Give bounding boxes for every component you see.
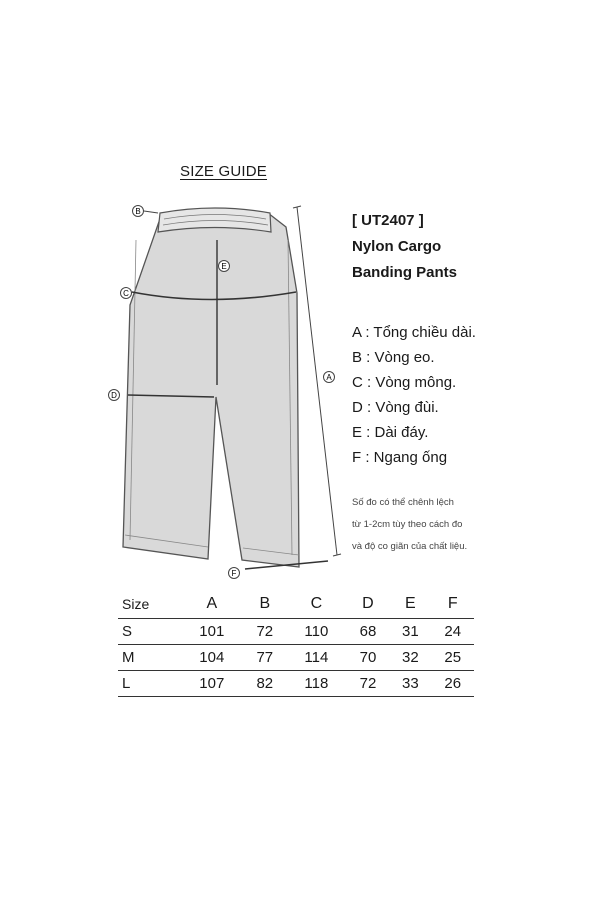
cell-a: 101: [199, 623, 225, 640]
header-a: A: [206, 595, 218, 612]
table-header-row: [118, 590, 474, 619]
cell-d: 68: [359, 623, 377, 640]
cell-size: M: [122, 649, 135, 666]
size-table: [118, 590, 474, 697]
legend-item-b: B : Vòng eo.: [352, 349, 435, 366]
label-a: A: [326, 373, 332, 382]
label-d: D: [111, 391, 117, 400]
cell-e: 31: [402, 623, 419, 640]
cell-a: 107: [199, 675, 225, 692]
cell-c: 110: [304, 623, 329, 640]
size-guide-title: SIZE GUIDE: [180, 163, 268, 180]
header-c: C: [310, 595, 323, 612]
table-row: [118, 645, 474, 671]
cell-c: 118: [304, 675, 329, 692]
legend-item-f: F : Ngang ống: [352, 449, 448, 466]
cell-c: 114: [304, 649, 329, 666]
header-b: B: [259, 595, 271, 612]
cell-f: 24: [444, 623, 462, 640]
cell-e: 33: [402, 675, 419, 692]
product-code: [ UT2407 ]: [352, 212, 424, 229]
cell-d: 72: [359, 675, 377, 692]
cell-d: 70: [359, 649, 377, 666]
pants-shape: [123, 213, 299, 567]
pants-diagram: [100, 195, 360, 585]
note-line: từ 1-2cm tùy theo cách đo: [352, 519, 463, 530]
cell-e: 32: [402, 649, 419, 666]
cell-size: S: [122, 623, 133, 640]
cell-f: 26: [444, 675, 462, 692]
cell-f: 25: [444, 649, 462, 666]
measurement-legend: [352, 320, 476, 470]
product-name-line2: Banding Pants: [352, 264, 458, 281]
header-f: F: [447, 595, 458, 612]
cell-a: 104: [199, 649, 225, 666]
cell-b: 82: [256, 675, 274, 692]
legend-item-c: C : Vòng mông.: [352, 374, 457, 391]
cell-b: 77: [256, 649, 274, 666]
label-e: E: [221, 262, 227, 271]
size-table-container: [118, 590, 474, 697]
cell-b: 72: [256, 623, 274, 640]
legend-item-a: A : Tổng chiều dài.: [352, 324, 476, 341]
measurement-note: [352, 492, 467, 558]
label-b: B: [135, 207, 141, 216]
table-row: [118, 619, 474, 645]
product-name-line1: Nylon Cargo: [352, 238, 442, 255]
header-d: D: [362, 595, 374, 612]
label-f: F: [231, 569, 237, 578]
product-info: [352, 208, 457, 286]
table-row: [118, 671, 474, 697]
note-line: và độ co giãn của chất liệu.: [352, 541, 468, 552]
note-line: Số đo có thể chênh lệch: [352, 497, 454, 508]
label-c: C: [123, 289, 129, 298]
legend-item-d: D : Vòng đùi.: [352, 399, 439, 416]
pants-illustration: [100, 195, 360, 585]
header-e: E: [405, 595, 416, 612]
legend-item-e: E : Dài đáy.: [352, 424, 429, 441]
header-size: Size: [122, 596, 150, 612]
cell-size: L: [122, 675, 131, 692]
